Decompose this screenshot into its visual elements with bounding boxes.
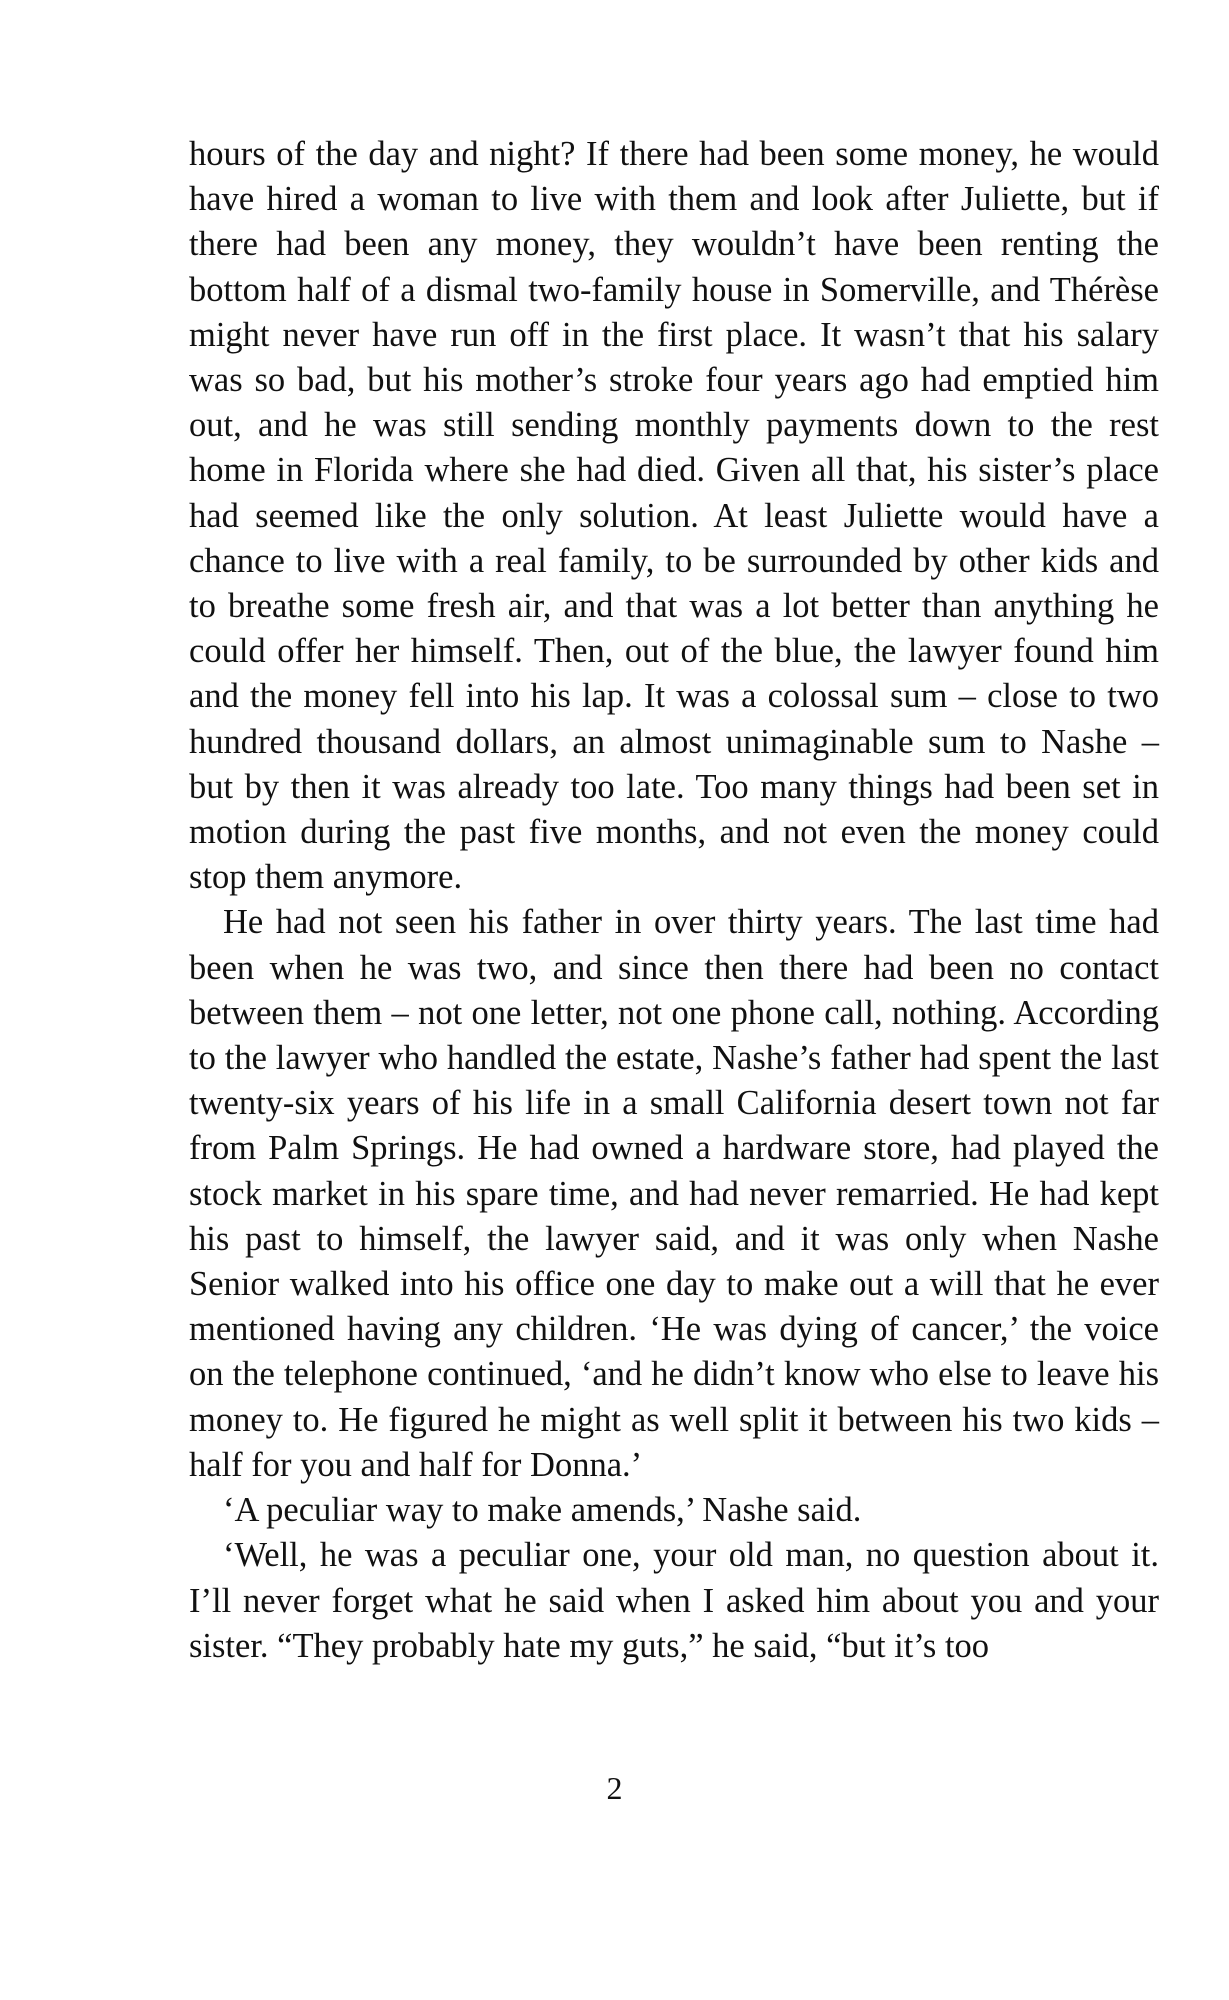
paragraph-3: ‘A peculiar way to make amends,’ Nashe said. xyxy=(223,1491,862,1530)
page-number: 2 xyxy=(606,1770,623,1806)
paragraph-4: ‘Well, he was a peculiar one, your old man, no question about it. I’ll never forget what he said when I asked him about you and your sister. “They probably hate my guts,” he said, “but it’s too xyxy=(189,1536,1159,1665)
paragraph-2: He had not seen his father in over thirty years. The last time had been when he was two, and since then there had been no contact between them – not one letter, not one phone call, nothing. According to the lawyer who handled the estate, Nashe’s father had spent the last twenty-six years of his life in a small California desert town not far from Palm Springs. He had owned a hardware store, had played the stock market in his spare time, and had never remarried. He had kept his past to himself, the lawyer said, and it was only when Nashe Senior walked into his office one day to make out a will that he ever mentioned having any children. ‘He was dying of cancer,’ the voice on the telephone continued, ‘and he didn’t know who else to leave his money to. He figured he might as well split it between his two kids – half for you and half for Donna.’ xyxy=(189,903,1159,1484)
page-body xyxy=(189,132,1159,1669)
paragraph-1: hours of the day and night? If there had been some money, he would have hired a woman to live with them and look after Juliette, but if there had been any money, they wouldn’t have been renting the bottom half of a dismal two-family house in Somerville, and Thérèse might never have run off in the first place. It wasn’t that his salary was so bad, but his mother’s stroke four years ago had emptied him out, and he was still sending monthly payments down to the rest home in Florida where she had died. Given all that, his sister’s place had seemed like the only solution. At least Juliette would have a chance to live with a real family, to be surrounded by other kids and to breathe some fresh air, and that was a lot better than anything he could offer her himself. Then, out of the blue, the lawyer found him and the money fell into his lap. It was a colossal sum – close to two hundred thousand dollars, an almost unimaginable sum to Nashe – but by then it was already too late. Too many things had been set in motion during the past five months, and not even the money could stop them anymore. xyxy=(189,135,1159,897)
